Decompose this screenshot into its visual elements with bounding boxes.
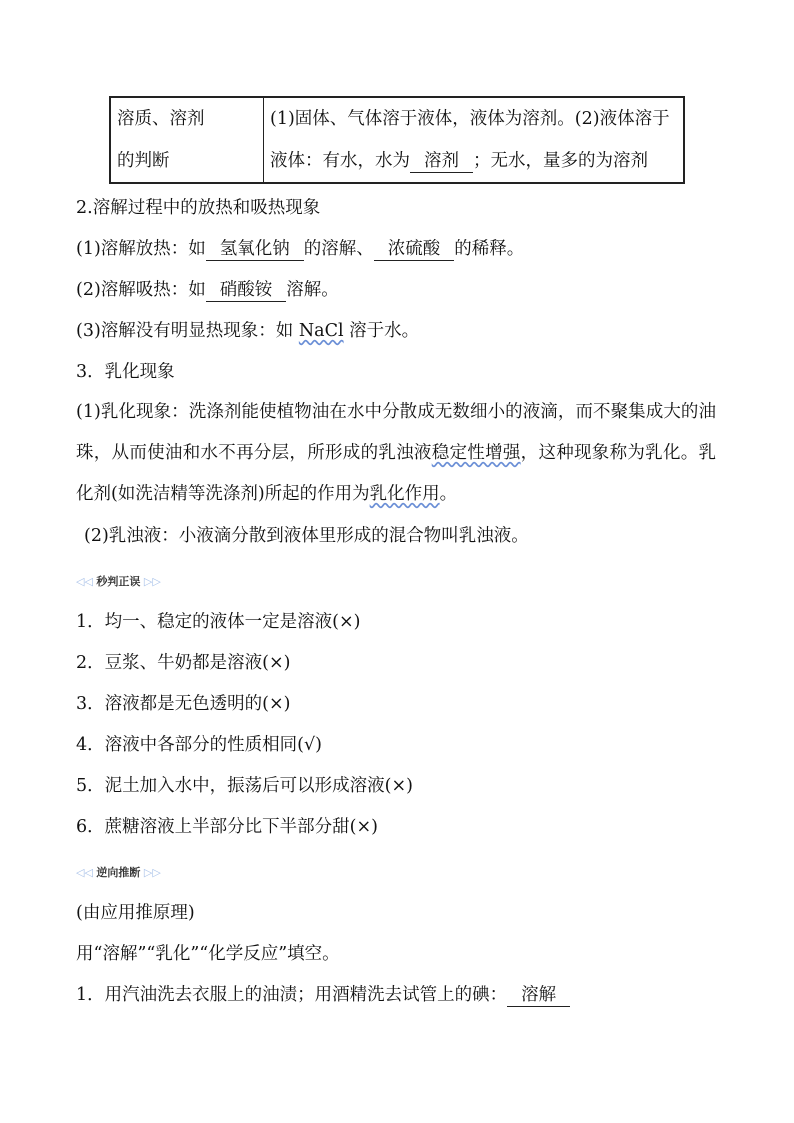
chemical-formula: NaCl — [298, 321, 344, 341]
instruction: 用“溶解”“乳化”“化学反应”填空。 — [76, 944, 340, 964]
tag-decoration-icon: ◁◁ — [76, 575, 97, 588]
tag-decoration-icon: ▷▷ — [140, 866, 161, 879]
table-cell-term — [110, 97, 264, 183]
fill-blank-answer: 浓硫酸 — [374, 238, 455, 261]
emphasis-text: 乳化作用 — [369, 484, 440, 504]
subtitle: (由应用推原理) — [76, 903, 195, 923]
no-heat-item: (3)溶解没有明显热现象：如 NaCl 溶于水。 — [76, 321, 420, 341]
fill-blank-answer: 硝酸铵 — [206, 279, 287, 302]
table-row — [110, 97, 684, 183]
section-tag-reverse: ◁◁ 逆向推断 ▷▷ — [76, 866, 161, 879]
explanation-line-2: 液体：有水，水为 溶剂 ；无水，量多的为溶剂 — [270, 151, 648, 171]
list-item: 1．均一、稳定的液体一定是溶液(×) — [76, 612, 361, 632]
table-cell-explanation — [264, 97, 685, 183]
fill-blank-answer: 溶解 — [507, 984, 570, 1007]
emulsion-definition: (2)乳浊液：小液滴分散到液体里形成的混合物叫乳浊液。 — [84, 526, 529, 546]
emphasis-text: 稳定性增强 — [431, 443, 521, 463]
term-line-2: 的判断 — [117, 151, 170, 171]
list-item: 2．豆浆、牛奶都是溶液(×) — [76, 653, 291, 673]
list-item: 6．蔗糖溶液上半部分比下半部分甜(×) — [76, 817, 378, 837]
section-tag-judge: ◁◁ 秒判正误 ▷▷ — [76, 575, 161, 588]
term-line-1: 溶质、溶剂 — [117, 109, 205, 129]
emulsification-paragraph: (1)乳化现象：洗涤剂能使植物油在水中分散成无数细小的液滴，而不聚集成大的油珠，从而使油和水不再分层，所形成的乳浊液稳定性增强，这种现象称为乳化。乳化剂(如洗洁精等洗涤剂)所起的作用为乳化作用。 — [76, 402, 717, 504]
tag-decoration-icon: ◁◁ — [76, 866, 97, 879]
question-item: 1．用汽油洗去衣服上的油渍；用酒精洗去试管上的碘： 溶解 — [76, 982, 570, 1008]
explanation-line-1: (1)固体、气体溶于液体，液体为溶剂。(2)液体溶于 — [270, 109, 670, 129]
list-item: 5．泥土加入水中，振荡后可以形成溶液(×) — [76, 776, 413, 796]
list-item: 3．溶液都是无色透明的(×) — [76, 694, 291, 714]
definition-table — [109, 96, 685, 184]
tag-decoration-icon: ▷▷ — [140, 575, 161, 588]
section-heading: 2.溶解过程中的放热和吸热现象 — [76, 198, 321, 218]
heat-release-item: (1)溶解放热：如 氢氧化钠 的溶解、 浓硫酸 的稀释。 — [76, 239, 525, 259]
section-heading: 3．乳化现象 — [76, 362, 175, 382]
heat-absorb-item: (2)溶解吸热：如 硝酸铵 溶解。 — [76, 280, 339, 300]
fill-blank-answer: 氢氧化钠 — [206, 238, 304, 261]
fill-blank-answer: 溶剂 — [410, 150, 473, 173]
list-item: 4．溶液中各部分的性质相同(√) — [76, 735, 322, 755]
